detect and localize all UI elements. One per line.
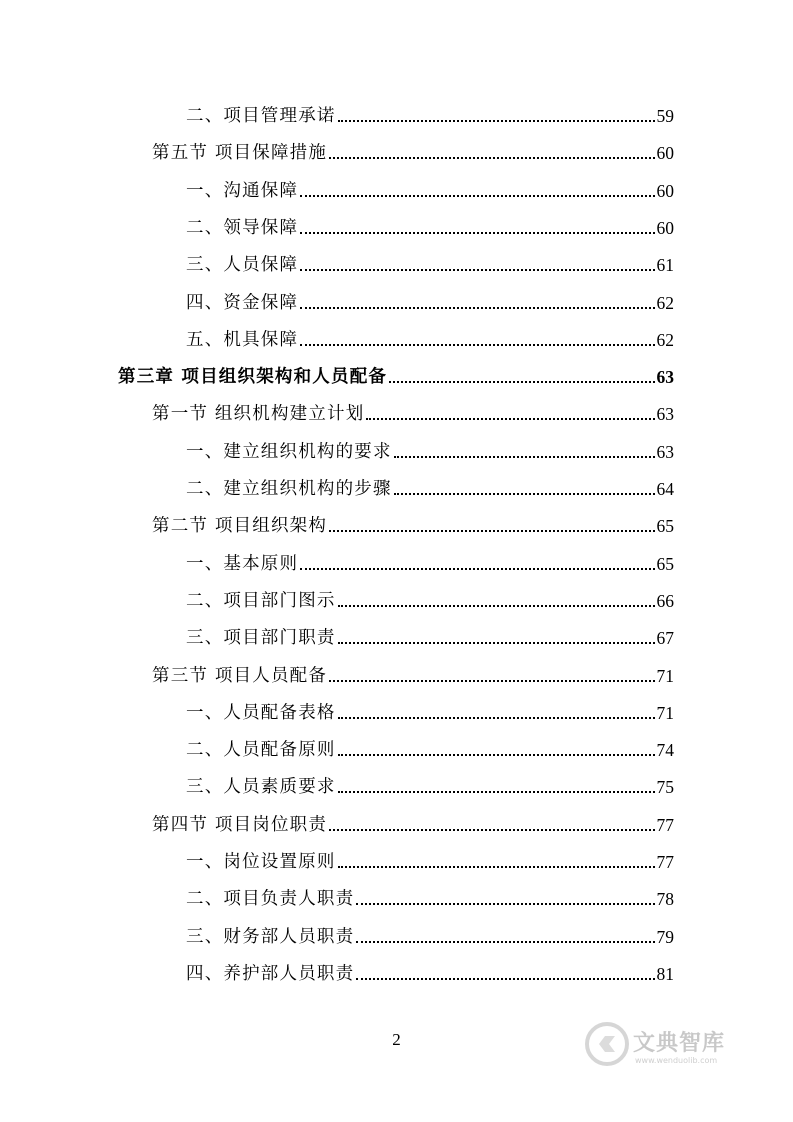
toc-leader-dots	[394, 493, 655, 495]
toc-entry[interactable]	[186, 100, 674, 126]
toc-leader-dots	[338, 717, 655, 719]
toc-entry-title: 四、资金保障	[186, 292, 299, 313]
toc-entry-title: 一、岗位设置原则	[186, 852, 336, 872]
toc-entry-page: 81	[656, 963, 674, 984]
toc-leader-dots	[300, 269, 654, 271]
toc-leader-dots	[338, 120, 655, 122]
toc-leader-dots	[300, 195, 654, 197]
toc-entry[interactable]	[186, 697, 674, 723]
toc-leader-dots	[338, 866, 655, 868]
toc-entry-title: 第二节 项目组织架构	[152, 516, 328, 537]
toc-leader-dots	[300, 568, 654, 570]
page-number: 2	[392, 1030, 401, 1049]
toc-entry-title: 三、财务部人员职责	[186, 926, 355, 947]
toc-entry[interactable]	[186, 249, 674, 275]
toc-entry-page: 63	[656, 441, 674, 462]
toc-entry-title: 一、沟通保障	[186, 180, 299, 201]
toc-leader-dots	[394, 456, 655, 458]
toc-entry-page: 65	[656, 516, 674, 537]
toc-entry-title: 第一节 组织机构建立计划	[152, 404, 365, 425]
toc-entry[interactable]	[152, 809, 674, 835]
toc-entry-page: 62	[656, 292, 674, 313]
toc-entry[interactable]	[186, 958, 674, 984]
watermark-logo-icon	[585, 1022, 629, 1066]
toc-entry-title: 一、人员配备表格	[186, 702, 336, 723]
toc-entry-page: 62	[656, 329, 674, 350]
toc-entry-page: 59	[656, 106, 674, 126]
toc-entry-title: 三、人员素质要求	[186, 777, 336, 798]
toc-entry-title: 四、养护部人员职责	[186, 963, 355, 984]
toc-entry[interactable]	[152, 660, 674, 686]
toc-leader-dots	[338, 754, 655, 756]
toc-leader-dots	[356, 903, 654, 905]
toc-entry-page: 60	[656, 217, 674, 238]
toc-entry[interactable]	[186, 175, 674, 201]
toc-entry[interactable]	[186, 771, 674, 797]
toc-entry-title: 第三章 项目组织架构和人员配备	[118, 367, 388, 388]
toc-entry-title: 一、建立组织机构的要求	[186, 441, 392, 462]
toc-leader-dots	[300, 307, 654, 309]
toc-entry-title: 二、项目管理承诺	[186, 106, 336, 126]
toc-entry-page: 71	[656, 665, 674, 686]
toc-entry-title: 第五节 项目保障措施	[152, 143, 328, 164]
toc-entry-title: 第四节 项目岗位职责	[152, 814, 328, 835]
toc-leader-dots	[366, 418, 654, 420]
toc-leader-dots	[300, 232, 654, 234]
toc-entry[interactable]	[186, 473, 674, 499]
watermark	[585, 1018, 755, 1078]
toc-entry-title: 一、基本原则	[186, 553, 299, 574]
toc-entry-title: 三、项目部门职责	[186, 628, 336, 649]
toc-leader-dots	[338, 605, 655, 607]
toc-entry-page: 79	[656, 926, 674, 947]
toc-entry-page: 71	[656, 702, 674, 723]
toc-entry-page: 65	[656, 553, 674, 574]
toc-entry-page: 64	[656, 479, 674, 499]
toc-leader-dots	[356, 978, 654, 980]
toc-entry[interactable]	[186, 436, 674, 462]
toc-entry-title: 二、项目部门图示	[186, 590, 336, 611]
toc-entry-page: 66	[656, 590, 674, 611]
toc-entry-title: 二、领导保障	[186, 217, 299, 238]
toc-entry[interactable]	[186, 212, 674, 238]
toc-entry-page: 63	[656, 367, 674, 388]
toc-entry[interactable]	[186, 734, 674, 760]
toc-entry[interactable]	[186, 585, 674, 611]
toc-entry-title: 五、机具保障	[186, 329, 299, 350]
toc-entry-title: 二、建立组织机构的步骤	[186, 479, 392, 499]
toc-leader-dots	[329, 680, 654, 682]
toc-leader-dots	[356, 941, 654, 943]
toc-entry-title: 第三节 项目人员配备	[152, 665, 328, 686]
toc-entry[interactable]	[152, 137, 674, 163]
toc-entry[interactable]	[118, 361, 674, 387]
toc-entry-title: 二、项目负责人职责	[186, 889, 355, 910]
toc-entry-page: 61	[656, 255, 674, 276]
toc-entry[interactable]	[186, 548, 674, 574]
toc-entry[interactable]	[186, 324, 674, 350]
toc-entry-page: 63	[656, 404, 674, 425]
toc-leader-dots	[389, 381, 654, 383]
watermark-url: www.wenduolib.com	[635, 1056, 718, 1065]
toc-entry-page: 60	[656, 180, 674, 201]
toc-entry[interactable]	[186, 921, 674, 947]
toc-entry-title: 三、人员保障	[186, 255, 299, 276]
toc-leader-dots	[338, 642, 655, 644]
toc-entry-page: 74	[656, 740, 674, 761]
toc-leader-dots	[338, 791, 655, 793]
toc-entry[interactable]	[152, 510, 674, 536]
toc-entry-page: 78	[656, 889, 674, 910]
toc-entry[interactable]	[186, 846, 674, 872]
toc-entry[interactable]	[186, 287, 674, 313]
toc-leader-dots	[329, 829, 654, 831]
toc-leader-dots	[300, 344, 654, 346]
toc-entry[interactable]	[152, 398, 674, 424]
toc-entry[interactable]	[186, 883, 674, 909]
toc-entry-page: 77	[656, 852, 674, 872]
toc-entry-page: 75	[656, 777, 674, 798]
watermark-brand: 文典智库	[633, 1031, 726, 1056]
toc-entry[interactable]	[186, 622, 674, 648]
toc-entry-title: 二、人员配备原则	[186, 740, 336, 761]
toc-leader-dots	[329, 157, 654, 159]
toc-leader-dots	[329, 530, 654, 532]
toc-entry-page: 60	[656, 143, 674, 164]
toc-entry-page: 67	[656, 628, 674, 649]
toc-entry-page: 77	[656, 814, 674, 835]
